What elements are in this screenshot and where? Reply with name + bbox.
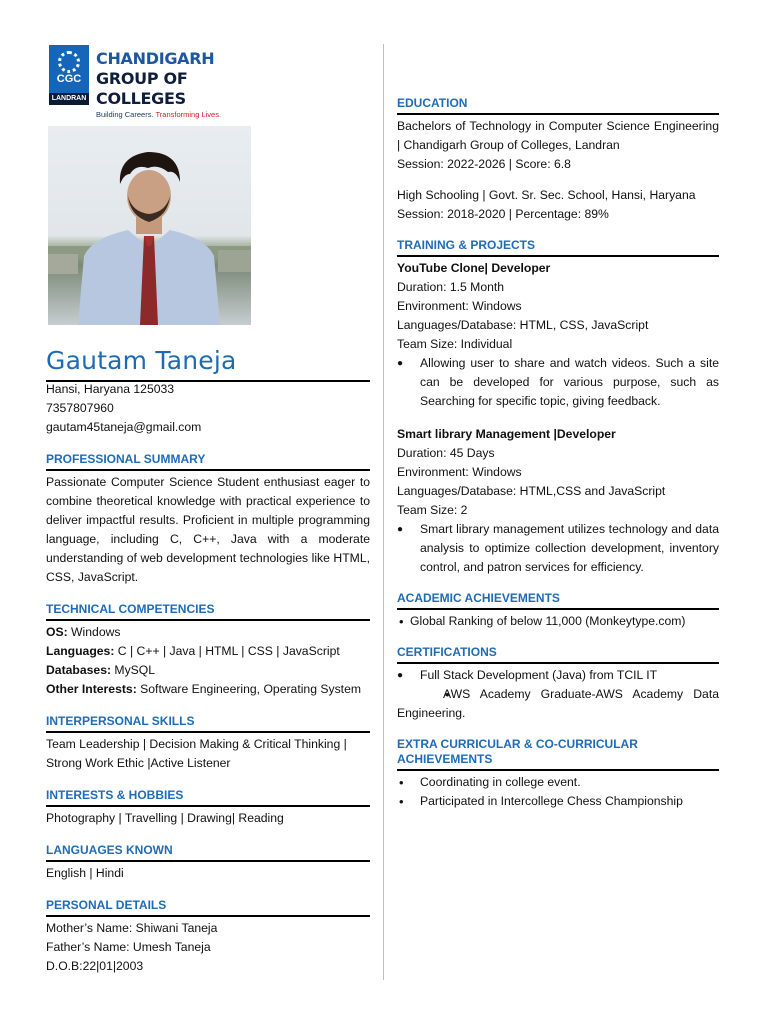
personal-divider xyxy=(46,915,370,917)
project1-languages: Languages/Database: HTML, CSS, JavaScript xyxy=(397,318,649,332)
extra-heading-line1: EXTRA CURRICULAR & CO-CURRICULAR xyxy=(397,737,638,751)
technical-os: OS: Windows xyxy=(46,625,121,639)
project1-duration: Duration: 1.5 Month xyxy=(397,280,505,294)
technical-heading: TECHNICAL COMPETENCIES xyxy=(46,602,215,616)
certifications-heading: CERTIFICATIONS xyxy=(397,645,497,659)
education-degree: Bachelors of Technology in Computer Science Engineering | Chandigarh Group of Colleges, Landran xyxy=(397,119,719,152)
contact-address: Hansi, Haryana 125033 xyxy=(46,382,175,396)
education-school-session: Session: 2018-2020 | Percentage: 89% xyxy=(397,207,609,221)
college-logo xyxy=(49,45,249,119)
hobbies-divider xyxy=(46,805,370,807)
summary-text: Passionate Computer Science Student enthusiast eager to combine theoretical knowledge with practical experience to deliver impactful results. Proficient in multiple programming language, including C, C++, Java with a moderate understanding of web development technologies like HTML, CSS, JavaScript. xyxy=(46,475,370,584)
project1-name: YouTube Clone| Developer xyxy=(397,261,551,275)
hobbies-heading: INTERESTS & HOBBIES xyxy=(46,788,184,802)
interpersonal-divider xyxy=(46,731,370,733)
education-degree-session: Session: 2022-2026 | Score: 6.8 xyxy=(397,157,571,171)
summary-heading: PROFESSIONAL SUMMARY xyxy=(46,452,206,466)
summary-divider xyxy=(46,469,370,471)
right-column xyxy=(397,96,719,811)
project1-environment: Environment: Windows xyxy=(397,299,522,313)
education-school: High Schooling | Govt. Sr. Sec. School, Hansi, Haryana xyxy=(397,188,696,202)
technical-languages: Languages: C | C++ | Java | HTML | CSS | JavaScript xyxy=(46,644,340,658)
technical-divider xyxy=(46,619,370,621)
column-divider xyxy=(383,44,384,980)
certifications-divider xyxy=(397,662,719,664)
extra-heading-line2: ACHIEVEMENTS xyxy=(397,752,493,766)
projects-heading: TRAINING & PROJECTS xyxy=(397,238,536,252)
technical-databases: Databases: MySQL xyxy=(46,663,156,677)
logo-line1: CHANDIGARH xyxy=(96,49,215,68)
certification-item-1: ● Full Stack Development (Java) from TCIL IT xyxy=(397,666,719,685)
interpersonal-text: Team Leadership | Decision Making & Critical Thinking | Strong Work Ethic |Active Listener xyxy=(46,737,347,770)
candidate-name: Gautam Taneja xyxy=(46,346,237,375)
hobbies-text: Photography | Travelling | Drawing| Reading xyxy=(46,811,284,825)
personal-mother: Mother’s Name: Shiwani Taneja xyxy=(46,921,218,935)
logo-line2: GROUP OF COLLEGES xyxy=(96,69,188,108)
education-heading: EDUCATION xyxy=(397,96,468,110)
contact-email[interactable]: gautam45taneja@gmail.com xyxy=(46,420,202,434)
education-divider xyxy=(397,113,719,115)
extra-item-1: • Coordinating in college event. xyxy=(397,773,719,792)
academic-item: • Global Ranking of below 11,000 (Monkeytype.com) xyxy=(397,612,719,631)
extra-item-2: • Participated in Intercollege Chess Championship xyxy=(397,792,719,811)
projects-divider xyxy=(397,255,719,257)
languages-divider xyxy=(46,860,370,862)
project1-description: ● Allowing user to share and watch videos. Such a site can be developed for various purpose, such as Searching for specific topic, giving feedback. xyxy=(397,354,719,411)
languages-heading: LANGUAGES KNOWN xyxy=(46,843,173,857)
languages-text: English | Hindi xyxy=(46,866,124,880)
academic-divider xyxy=(397,608,719,610)
extra-divider xyxy=(397,769,719,771)
project2-languages: Languages/Database: HTML,CSS and JavaScript xyxy=(397,484,666,498)
personal-dob: D.O.B:22|01|2003 xyxy=(46,959,144,973)
logo-tagline: Building Careers. Transforming Lives. xyxy=(96,110,222,119)
project2-team: Team Size: 2 xyxy=(397,503,468,517)
project1-team: Team Size: Individual xyxy=(397,337,513,351)
project2-name: Smart library Management |Developer xyxy=(397,427,616,441)
technical-other: Other Interests: Software Engineering, Operating System xyxy=(46,682,361,696)
personal-father: Father’s Name: Umesh Taneja xyxy=(46,940,211,954)
project2-duration: Duration: 45 Days xyxy=(397,446,495,460)
interpersonal-heading: INTERPERSONAL SKILLS xyxy=(46,714,195,728)
contact-phone[interactable]: 7357807960 xyxy=(46,401,114,415)
left-column xyxy=(46,380,370,976)
project2-description: ● Smart library management utilizes technology and data analysis to optimize collection development, inventory control, and patron services for efficiency. xyxy=(397,520,719,577)
cgc-emblem-icon: CGC LANDRAN xyxy=(49,45,89,105)
profile-photo xyxy=(48,126,251,325)
project2-environment: Environment: Windows xyxy=(397,465,522,479)
personal-heading: PERSONAL DETAILS xyxy=(46,898,167,912)
academic-heading: ACADEMIC ACHIEVEMENTS xyxy=(397,591,560,605)
certification-item-2: • AWS Academy Graduate-AWS Academy Data Engineering. xyxy=(397,685,719,723)
